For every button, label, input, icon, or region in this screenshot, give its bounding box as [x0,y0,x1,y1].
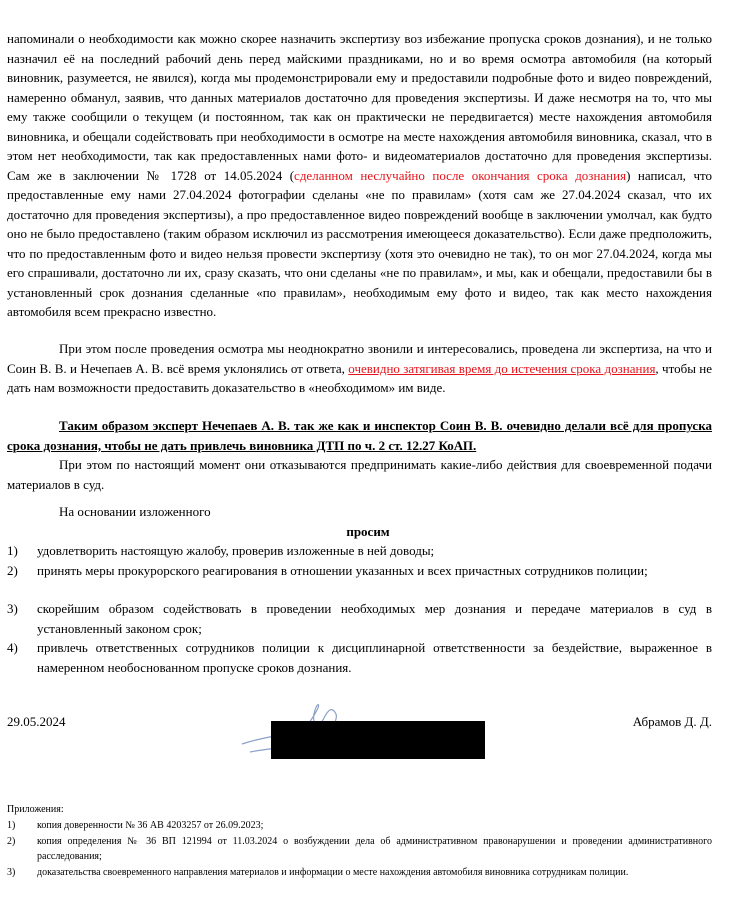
paragraph-conclusion: Таким образом эксперт Нечепаев А. В. так же как и инспектор Соин В. В. очевидно делали всё для пропуска срока дознания, чтобы не дать привлечь виновника ДТП по ч. 2 ст. 12.27 КоАП. [7,418,712,453]
appendix-item [7,818,712,833]
request-item [7,541,712,561]
request-number: 3) [7,601,18,616]
appendix-number: 1) [7,820,16,831]
appendix-number: 2) [7,836,16,847]
appendix-text: копия определения № 36 ВП 121994 от 11.03.2024 о возбуждении дела об административном правонарушении и проведении административного расследования; [37,836,712,862]
appendix-text: копия доверенности № 36 АВ 4203257 от 26.09.2023; [37,820,264,831]
signature-name: Абрамов Д. Д. [632,714,712,729]
highlighted-text: сделанном неслучайно после окончания срока дознания [294,167,627,183]
signature-date: 29.05.2024 [7,714,66,729]
appendix-number: 3) [7,867,16,878]
request-number: 2) [7,563,18,578]
appendix-text: доказательства своевременного направления материалов и информации о месте нахождения автомобиля виновника сотрудникам полиции. [37,867,629,878]
redaction-bar [271,721,485,759]
appendix-item [7,834,712,864]
paragraph-text: При этом после проведения осмотра мы неоднократно звонили и интересовались, проведена ли экспертиза, на что и Соин В. В. и Нечепаев А. В. всё время уклонялись от ответа, [7,341,712,376]
request-text: привлечь ответственных сотрудников полиции к дисциплинарной ответственности за бездействие, выраженное в намеренном необоснованном пропуске сроков дознания. [37,640,712,675]
request-text: скорейшим образом содействовать в проведении необходимых мер дознания и передаче материалов в суд в установленный законом срок; [37,601,712,636]
paragraph-text: напоминали о необходимости как можно скорее назначить экспертизу воз избежание пропуска сроков дознания), и не только назначил её на последний рабочий день перед майскими праздниками, но и во время осмотра автомобиля (на который виновник, разумеется, не явился), когда мы продемонстрировали ему и предоставили подробные фото и видео повреждений, намеренно обманул, заявив, что данных материалов достаточно для проведения экспертизы. И даже несмотря на то, что мы ему также сообщили о текущем (и постоянном, так как он практически не передвигается) месте нахождения автомобиля виновника, и обещали содействовать при необходимости в осмотре на месте нахождения автомобиля виновника, сказал, что в этом нет необходимости, так как предоставленных нами фото- и видеоматериалов достаточно для проведения экспертизы. Сам же в заключении № 1728 от 14.05.2024 ( [7,31,712,183]
request-heading: просим [346,524,390,539]
paragraph-basis: На основании изложенного [59,504,211,519]
request-number: 1) [7,543,18,558]
highlighted-underlined-text: очевидно затягивая время до истечения срока дознания [348,360,656,376]
request-item [7,599,712,638]
appendix-heading: Приложения: [7,804,64,815]
request-item [7,638,712,677]
paragraph-current-status: При этом по настоящий момент они отказываются предпринимать какие-либо действия для своевременной подачи материалов в суд. [7,457,712,492]
request-text: удовлетворить настоящую жалобу, проверив изложенные в ней доводы; [37,543,435,558]
paragraph-calls [7,339,712,398]
request-text: принять меры прокурорского реагирования в отношении указанных и всех причастных сотрудников полиции; [37,563,648,578]
paragraph-expertise-deception [7,29,712,322]
request-item [7,561,712,581]
paragraph-text: ) написал, что предоставленные ему нами 27.04.2024 фотографии сделаны «не по правилам» (хотя сам же 27.04.2024 сказал, что их достаточно для проведения экспертизы), а про предоставленное видео повреждений вообще в заключении умолчал, как будто оно не было предоставлено (таким образом исключил из рассмотрения имеющееся доказательство). Если даже предположить, что по предоставленным фото и видео нельзя провести экспертизу (хотя это очевидно не так), то он мог 27.04.2024, когда мы его спрашивали, достаточно ли их, сразу сказать, что они сделаны «не по правилам», и мы, как и обещали, предоставили бы в установленный срок дознания сделанные «по правилам», необходимым ему фото и видео, так как место нахождения автомобиля всем прекрасно известно. [7,167,712,319]
paragraph-text: , чтобы не дать нам возможности предоставить доказательство в «необходимом» им виде. [7,360,713,395]
appendix-item [7,865,712,880]
request-number: 4) [7,640,18,655]
